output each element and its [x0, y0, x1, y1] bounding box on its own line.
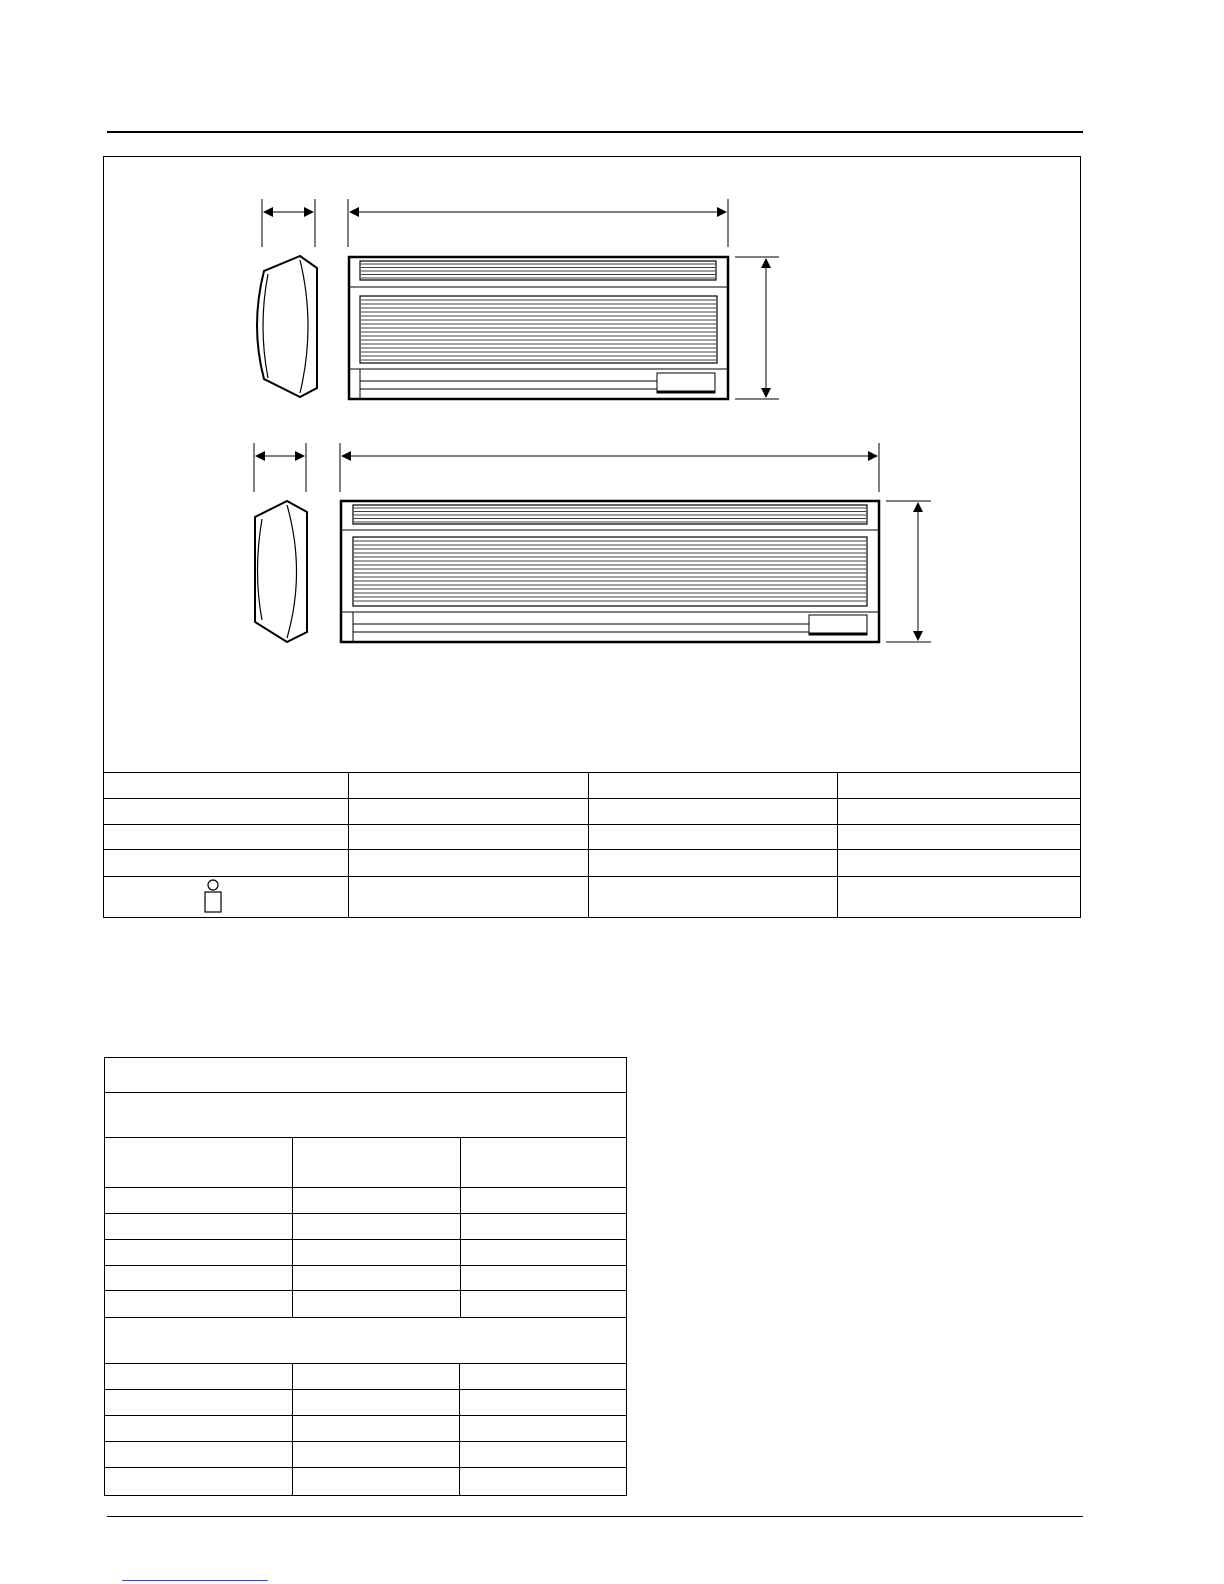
grille-louvers	[361, 264, 715, 278]
grille-louvers	[354, 541, 866, 601]
footer-rule	[107, 1516, 1083, 1517]
indoor-unit-dimension-drawing	[104, 157, 1080, 772]
small-unit-side-view	[257, 256, 317, 397]
header-rule	[107, 131, 1083, 133]
grille-louvers	[361, 300, 716, 360]
large-unit-side-view	[255, 501, 307, 642]
spec-table	[104, 772, 1080, 917]
large-unit-height-dimension	[886, 501, 931, 642]
small-unit-depth-dimension	[262, 199, 315, 247]
large-unit-width-dimension	[340, 443, 879, 492]
small-unit-width-dimension	[348, 199, 728, 247]
large-unit-depth-dimension	[254, 443, 306, 492]
footer-link[interactable]	[122, 1552, 268, 1581]
lower-spec-table	[104, 1057, 627, 1496]
small-unit-height-dimension	[735, 257, 779, 399]
grille-louvers	[354, 508, 866, 522]
weight-icon	[204, 879, 222, 913]
